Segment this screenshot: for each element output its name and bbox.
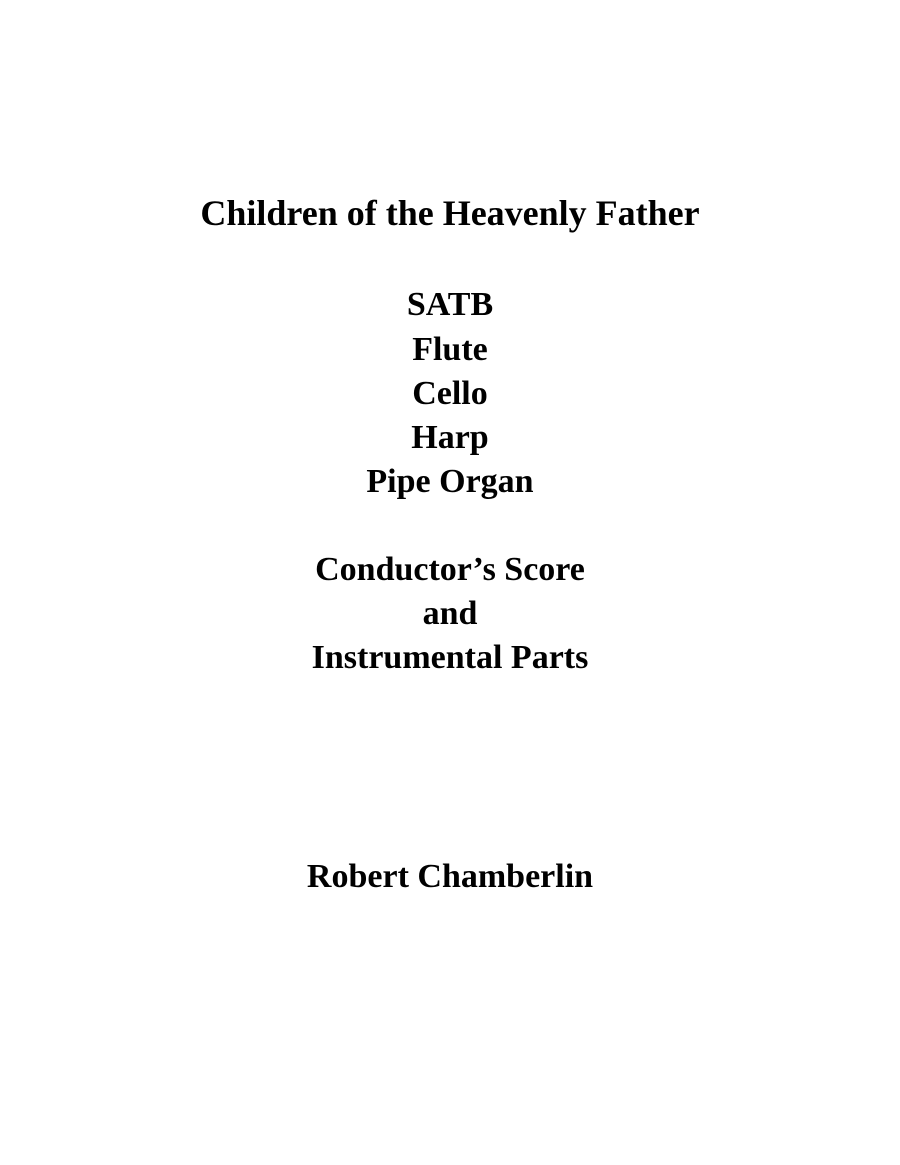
parts-line: Instrumental Parts bbox=[311, 639, 589, 676]
page-title: Children of the Heavenly Father bbox=[200, 193, 700, 233]
composer-name: Robert Chamberlin bbox=[306, 858, 594, 895]
instrument-pipe-organ: Pipe Organ bbox=[366, 463, 534, 500]
instrument-harp: Harp bbox=[411, 419, 489, 456]
instrument-flute: Flute bbox=[412, 331, 488, 368]
instrument-cello: Cello bbox=[412, 375, 488, 412]
voicing-label: SATB bbox=[406, 286, 494, 323]
score-type-line: Conductor’s Score bbox=[315, 551, 585, 588]
score-conjunction-line: and bbox=[422, 595, 478, 632]
